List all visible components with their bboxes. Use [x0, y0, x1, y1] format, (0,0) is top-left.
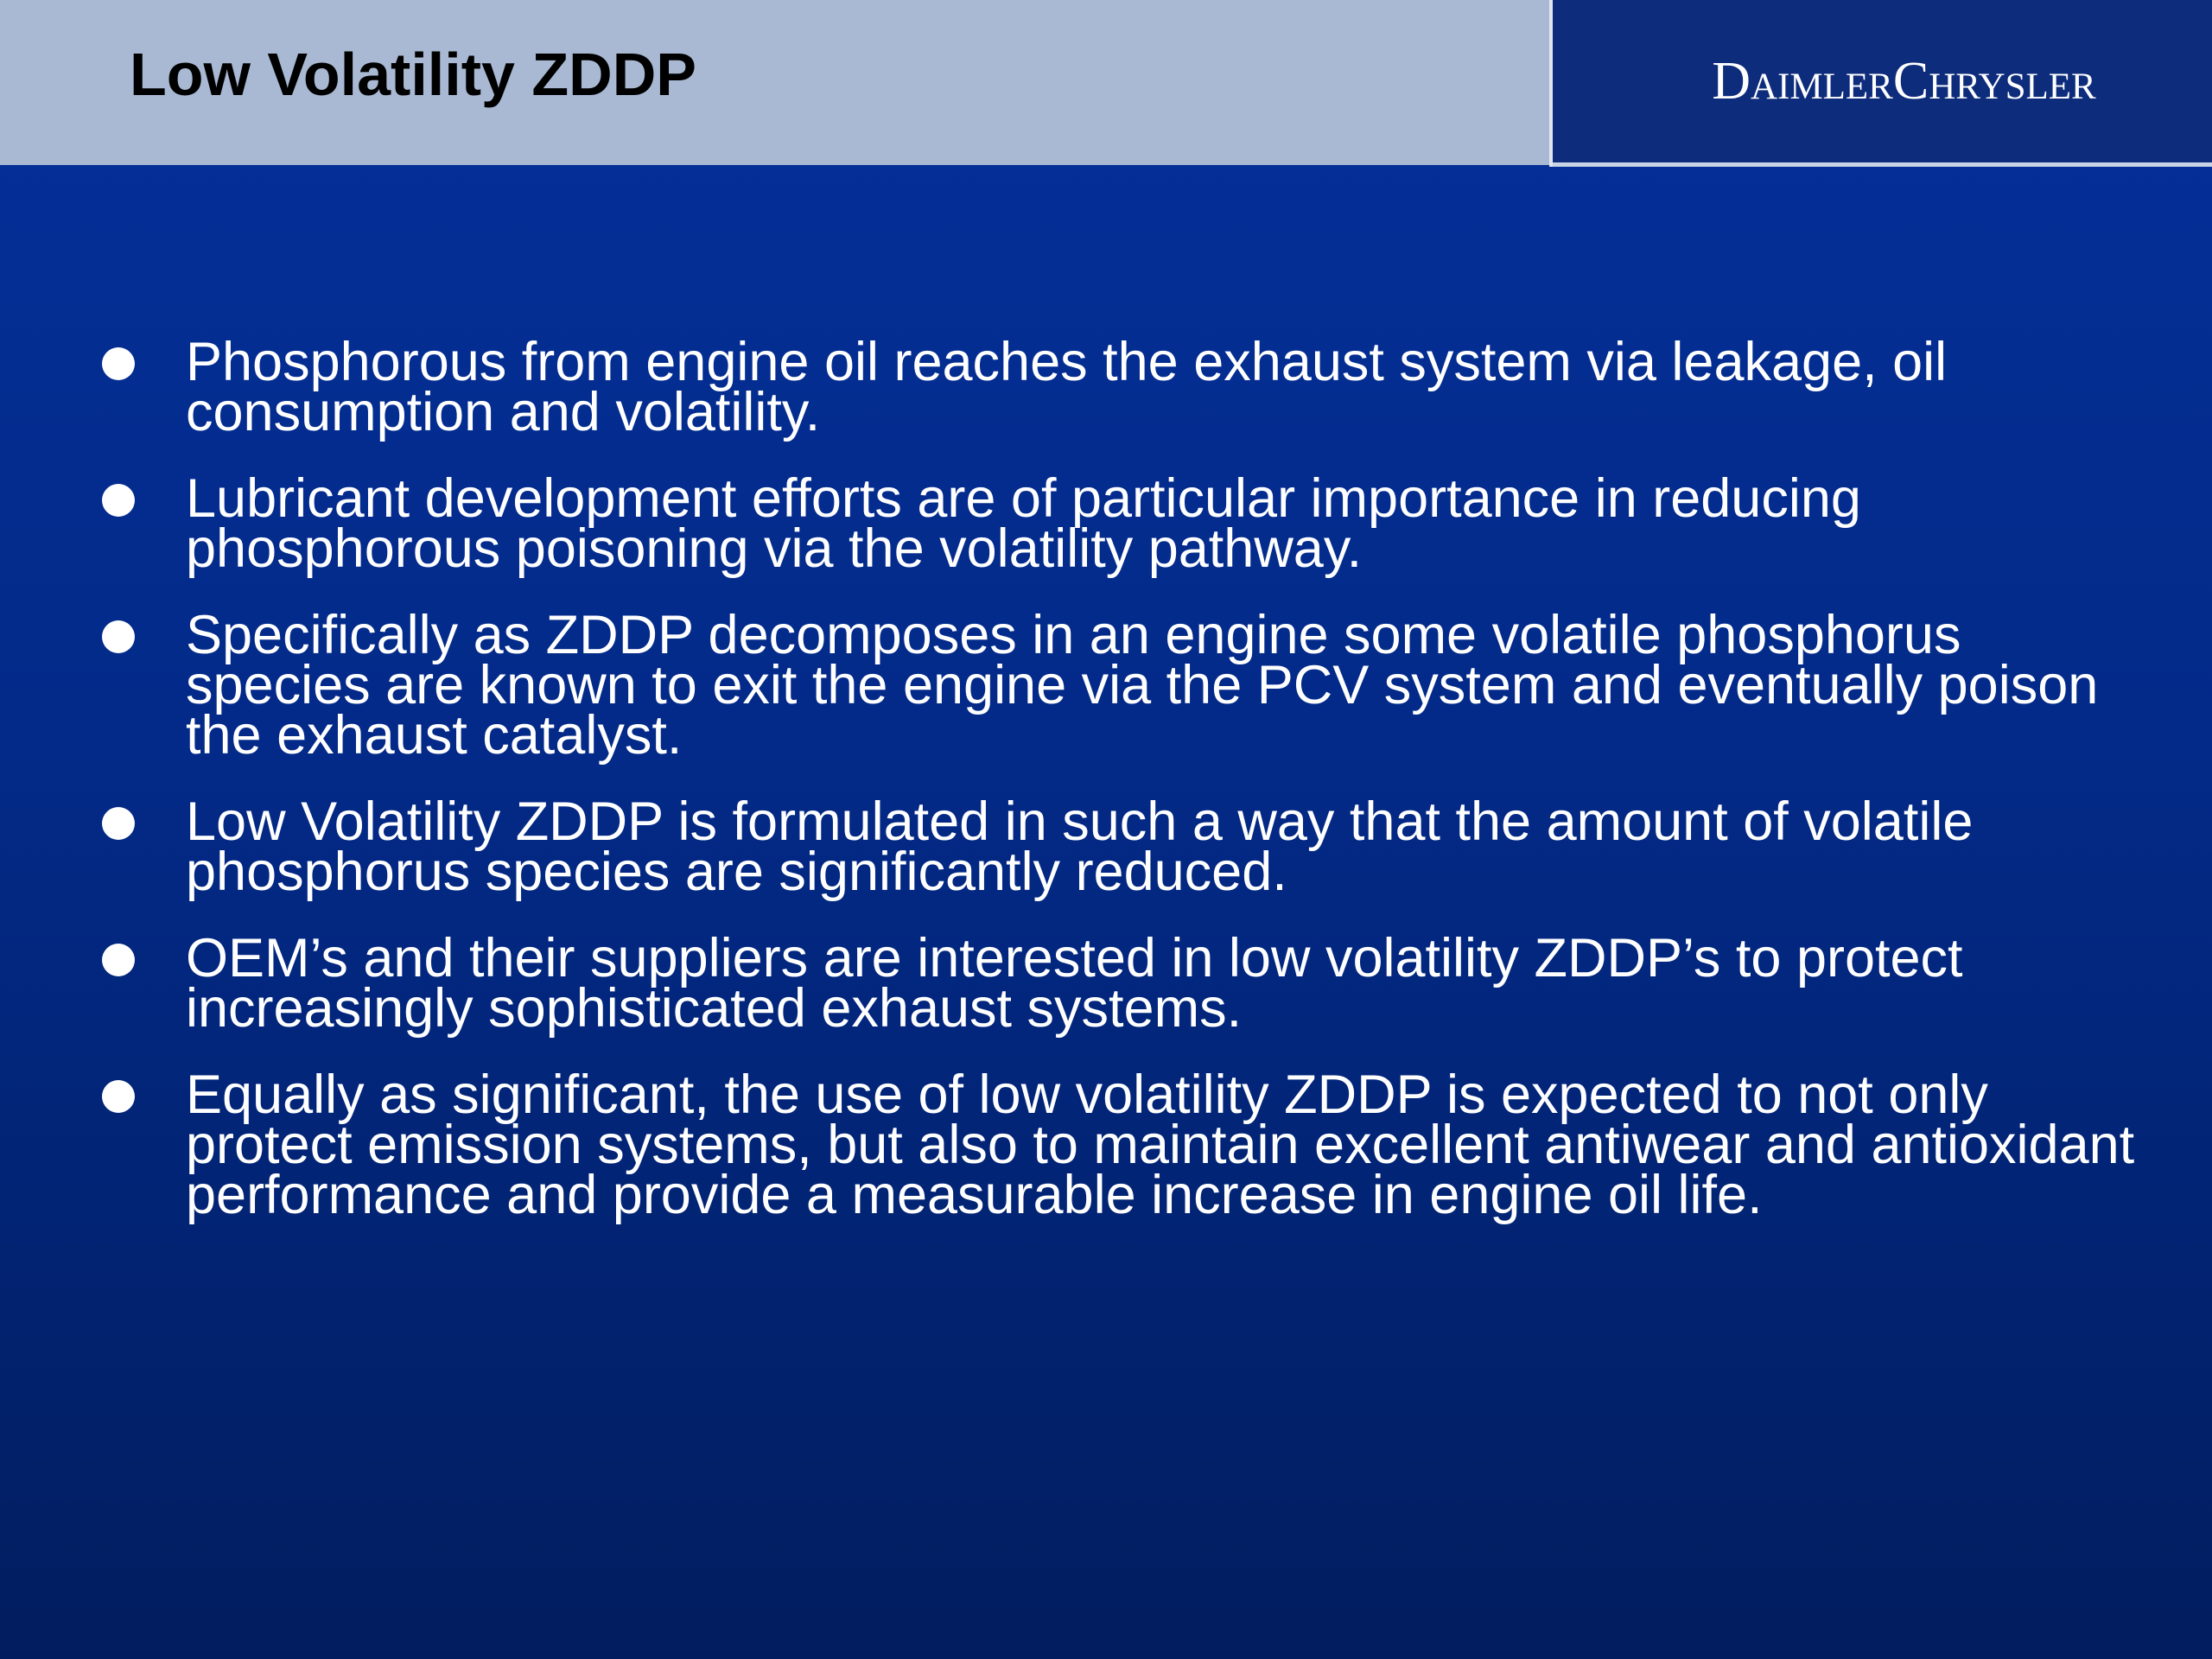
- bullet-icon: [102, 347, 135, 380]
- bullet-item: [95, 1065, 2152, 1225]
- bullet-icon: [102, 944, 135, 976]
- slide-title: Low Volatility ZDDP: [130, 41, 696, 108]
- bullet-item: [95, 605, 2152, 766]
- bullet-text: Equally as significant, the use of low volatility ZDDP is expected to not only protect emission systems, but also to maintain excellent antiwear and antioxidant performance and provide a measurable increase in engine oil life.: [186, 1065, 2135, 1225]
- bullet-icon: [102, 1080, 135, 1113]
- bullet-icon: [102, 484, 135, 517]
- bullet-text: OEM’s and their suppliers are interested in low volatility ZDDP’s to protect increasingly sophisticated exhaust systems.: [186, 928, 1963, 1039]
- logo-underline: [1553, 162, 2212, 167]
- bullet-text: Phosphorous from engine oil reaches the exhaust system via leakage, oil consumption and volatility.: [186, 332, 1948, 442]
- bullet-item: [95, 332, 2152, 442]
- logo-text: DaimlerChrysler: [1712, 51, 2096, 111]
- bullet-item: [95, 791, 2152, 902]
- bullet-text: Specifically as ZDDP decomposes in an engine some volatile phosphorus species are known to exit the engine via the PCV system and eventually poison the exhaust catalyst.: [186, 605, 2099, 766]
- bullet-icon: [102, 807, 135, 840]
- bullet-item: [95, 928, 2152, 1039]
- bullet-icon: [102, 620, 135, 653]
- bullet-text: Low Volatility ZDDP is formulated in such a way that the amount of volatile phosphorus species are significantly reduced.: [186, 791, 1974, 902]
- bullet-text: Lubricant development efforts are of particular importance in reducing phosphorous poisoning via the volatility pathway.: [186, 468, 1861, 579]
- daimlerchrysler-logo: [1553, 0, 2212, 162]
- bullet-item: [95, 468, 2152, 579]
- bullet-list: [95, 332, 2152, 1256]
